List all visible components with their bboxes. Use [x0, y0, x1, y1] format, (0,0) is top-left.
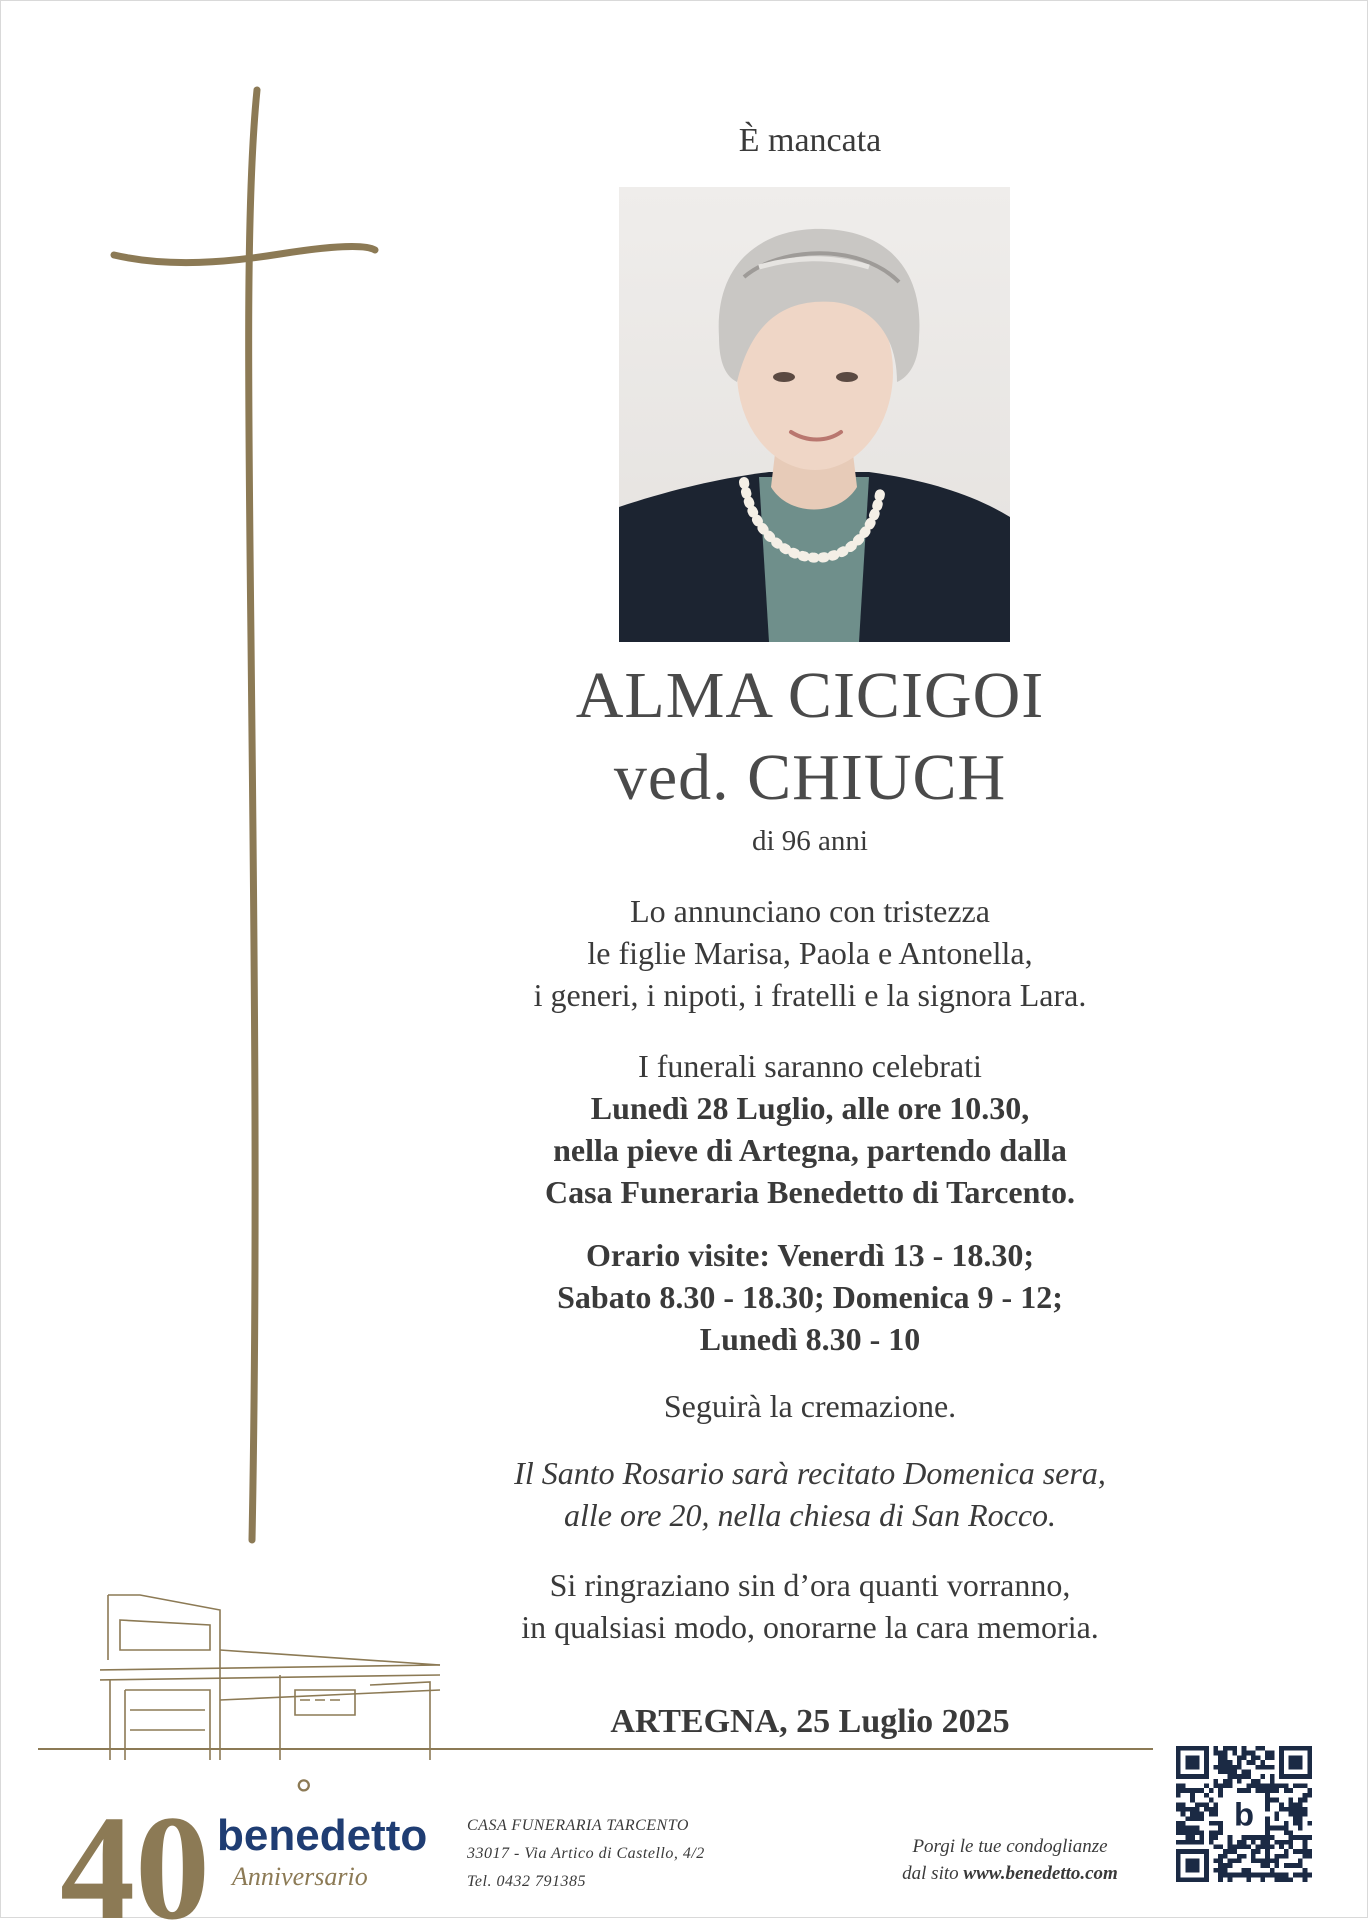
condolences-site-link[interactable]: www.benedetto.com: [963, 1863, 1118, 1884]
deceased-name: [440, 655, 1180, 819]
logo-degree: °: [295, 1771, 313, 1820]
funeral-info: [440, 1045, 1180, 1213]
funeral-home-name: CASA FUNERARIA TARCENTO: [467, 1817, 689, 1834]
funeral-home-info: [467, 1812, 705, 1896]
thanks-line: in qualsiasi modo, onorarne la cara memoria.: [521, 1609, 1099, 1645]
place-date: ARTEGNA, 25 Luglio 2025: [610, 1703, 1010, 1740]
funeral-home-phone: Tel. 0432 791385: [467, 1873, 586, 1890]
age: di 96 anni: [752, 825, 868, 857]
visits-line: Orario visite: Venerdì 13 - 18.30;: [586, 1237, 1034, 1273]
notice-heading: È mancata: [738, 122, 882, 159]
name-line-1: ALMA CICIGOI: [575, 659, 1045, 732]
funeral-intro: I funerali saranno celebrati: [638, 1048, 982, 1084]
benedetto-logo: [60, 1740, 440, 1920]
funeral-detail-line: nella pieve di Artegna, partendo dalla: [553, 1132, 1067, 1168]
funeral-detail-line: Lunedì 28 Luglio, alle ore 10.30,: [590, 1090, 1030, 1126]
cremation-note: Seguirà la cremazione.: [663, 1388, 957, 1424]
funeral-home-address: 33017 - Via Artico di Castello, 4/2: [467, 1845, 705, 1862]
announcement-line: Lo annunciano con tristezza: [630, 893, 990, 929]
thanks-note: [440, 1564, 1180, 1648]
condolences-line: Porgi le tue condoglianze: [912, 1836, 1108, 1857]
cross-icon: [100, 80, 400, 1550]
announcement: [440, 890, 1180, 1016]
qr-center-letter: b: [1233, 1795, 1255, 1833]
visits-line: Sabato 8.30 - 18.30; Domenica 9 - 12;: [557, 1279, 1063, 1315]
rosary-note: [440, 1452, 1180, 1536]
condolences-note: [860, 1833, 1160, 1887]
logo-brand: benedetto: [217, 1811, 428, 1860]
qr-code[interactable]: [1176, 1746, 1312, 1882]
announcement-line: i generi, i nipoti, i fratelli e la signora Lara.: [533, 977, 1087, 1013]
name-line-2: ved. CHIUCH: [613, 741, 1007, 814]
funeral-detail-line: Casa Funeraria Benedetto di Tarcento.: [544, 1174, 1076, 1210]
logo-tagline: Anniversario: [232, 1862, 368, 1891]
rosary-line: Il Santo Rosario sarà recitato Domenica sera,: [514, 1455, 1106, 1491]
building-icon: [100, 1590, 450, 1765]
thanks-line: Si ringraziano sin d’ora quanti vorranno,: [549, 1567, 1071, 1603]
announcement-line: le figlie Marisa, Paola e Antonella,: [587, 935, 1033, 971]
logo-number: 40: [60, 1785, 210, 1920]
portrait-photo: [619, 187, 1010, 642]
condolences-prefix: dal sito: [902, 1863, 959, 1884]
visits-line: Lunedì 8.30 - 10: [699, 1321, 921, 1357]
rosary-line: alle ore 20, nella chiesa di San Rocco.: [563, 1497, 1057, 1533]
visiting-hours: [440, 1234, 1180, 1360]
condolences-site-line: [860, 1860, 1160, 1887]
